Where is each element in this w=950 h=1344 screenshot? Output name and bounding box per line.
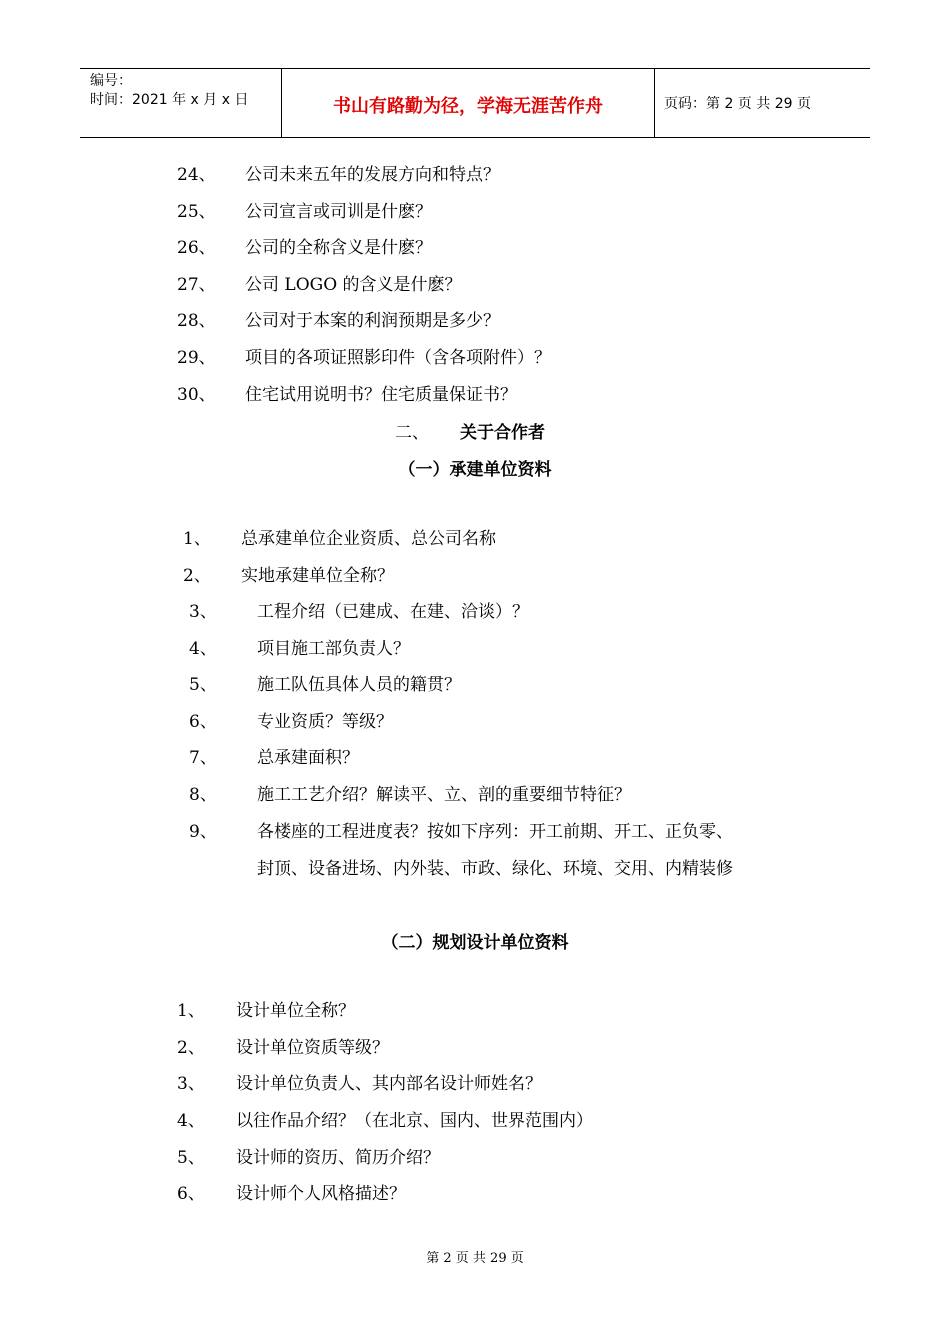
header-motto: 书山有路勤为径，学海无涯苦作舟 — [333, 96, 603, 117]
code-label: 编号： — [90, 73, 132, 89]
page-header — [80, 68, 870, 138]
subsection-heading: （一）承建单位资料 — [398, 460, 552, 480]
header-page-info: 页码：第 2 页 共 29 页 — [664, 96, 811, 112]
header-meta — [90, 72, 248, 110]
time-label: 时间：2021 年 x 月 x 日 — [90, 92, 249, 108]
subsection-heading: （二）规划设计单位资料 — [381, 933, 569, 953]
page-footer: 第 2 页 共 29 页 — [426, 1251, 524, 1266]
header-divider — [654, 69, 655, 137]
